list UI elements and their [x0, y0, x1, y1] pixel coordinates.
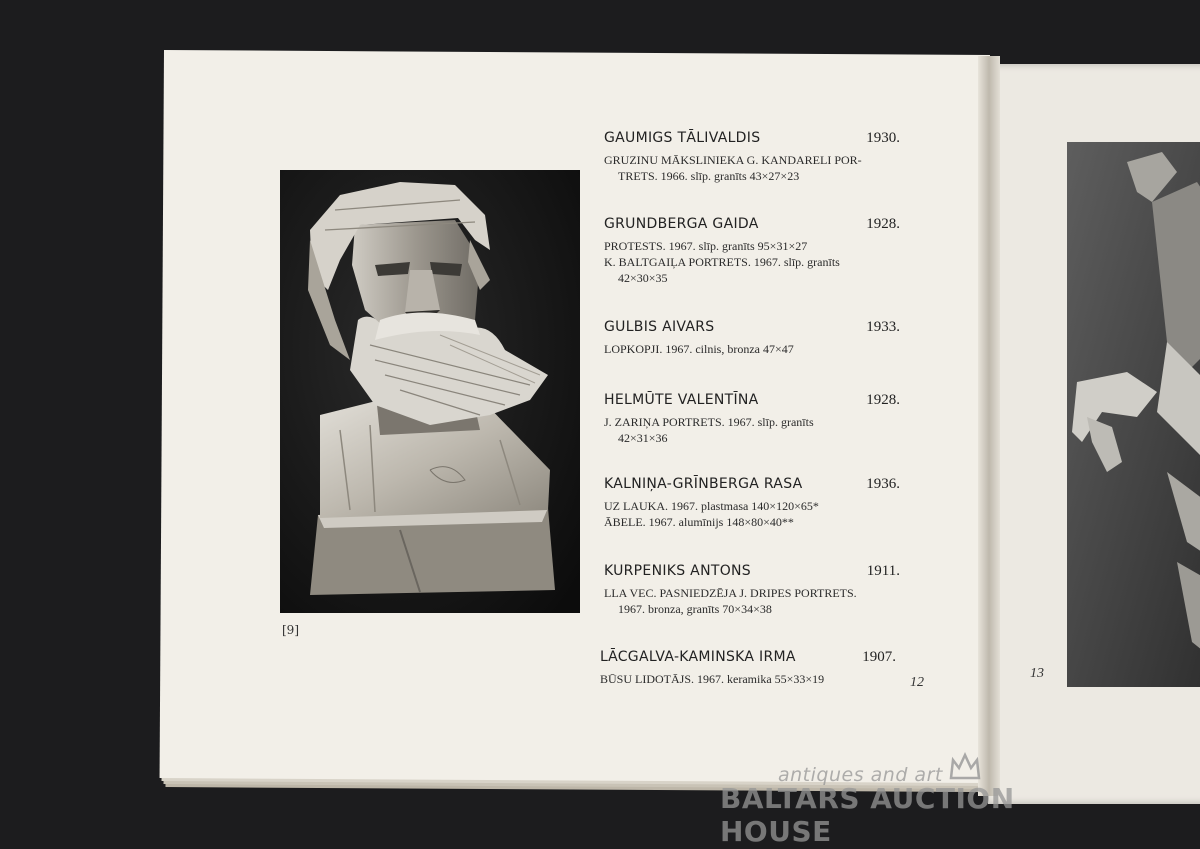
artist-name: LĀCGALVA-KAMINSKA IRMA	[600, 649, 796, 665]
work-item: GRUZINU MĀKSLINIEKA G. KANDARELI POR- TRETS. 1966. slīp. granīts 43×27×23	[604, 153, 862, 183]
figure-label: [9]	[282, 623, 299, 637]
work-item: BŪSU LIDOTĀJS. 1967. keramika 55×33×19	[600, 672, 825, 686]
birth-year: 1907.	[862, 649, 896, 665]
work-item: K. BALTGAIĻA PORTRETS. 1967. slīp. granīts 42×30×35	[604, 255, 840, 285]
work-item: LLA VEC. PASNIEDZĒJA J. DRIPES PORTRETS. 1967. bronza, granīts 70×34×38	[604, 586, 857, 616]
catalogue-entry	[604, 130, 900, 184]
watermark-brand: BALTARS AUCTION HOUSE	[720, 782, 1015, 848]
artist-name: GRUNDBERGA GAIDA	[604, 216, 759, 232]
artist-name: HELMŪTE VALENTĪNA	[604, 392, 759, 408]
book-gutter	[978, 56, 1000, 796]
birth-year: 1928.	[866, 392, 900, 408]
crown-icon	[948, 752, 982, 782]
catalogue-entry	[604, 476, 900, 530]
relief-photo	[1067, 142, 1200, 687]
catalogue-entry	[604, 216, 900, 286]
page-number-right: 13	[1030, 666, 1044, 681]
bust-illustration	[280, 170, 580, 613]
birth-year: 1928.	[866, 216, 900, 232]
work-item: PROTESTS. 1967. slīp. granīts 95×31×27	[604, 239, 808, 253]
watermark-tagline: antiques and art	[778, 764, 943, 786]
page-number-left: 12	[910, 675, 924, 690]
artist-name: GULBIS AIVARS	[604, 319, 715, 335]
birth-year: 1933.	[866, 319, 900, 335]
catalogue-entry	[604, 392, 900, 446]
work-item: J. ZARIŅA PORTRETS. 1967. slīp. granīts 42×31×36	[604, 415, 814, 445]
artist-name: GAUMIGS TĀLIVALDIS	[604, 130, 761, 146]
work-item: UZ LAUKA. 1967. plastmasa 140×120×65*	[604, 499, 819, 513]
catalogue-entry	[604, 563, 900, 617]
work-item: ĀBELE. 1967. alumīnijs 148×80×40**	[604, 515, 794, 529]
birth-year: 1911.	[866, 563, 900, 579]
auction-watermark	[720, 752, 1120, 848]
birth-year: 1936.	[866, 476, 900, 492]
artist-name: KURPENIKS ANTONS	[604, 563, 751, 579]
artist-name: KALNIŅA-GRĪNBERGA RASA	[604, 476, 803, 492]
relief-illustration	[1067, 142, 1200, 687]
sculpture-photo	[280, 170, 580, 613]
birth-year: 1930.	[866, 130, 900, 146]
catalogue-entry	[604, 319, 900, 357]
work-item: LOPKOPJI. 1967. cilnis, bronza 47×47	[604, 342, 794, 356]
catalogue-entry	[600, 649, 896, 687]
